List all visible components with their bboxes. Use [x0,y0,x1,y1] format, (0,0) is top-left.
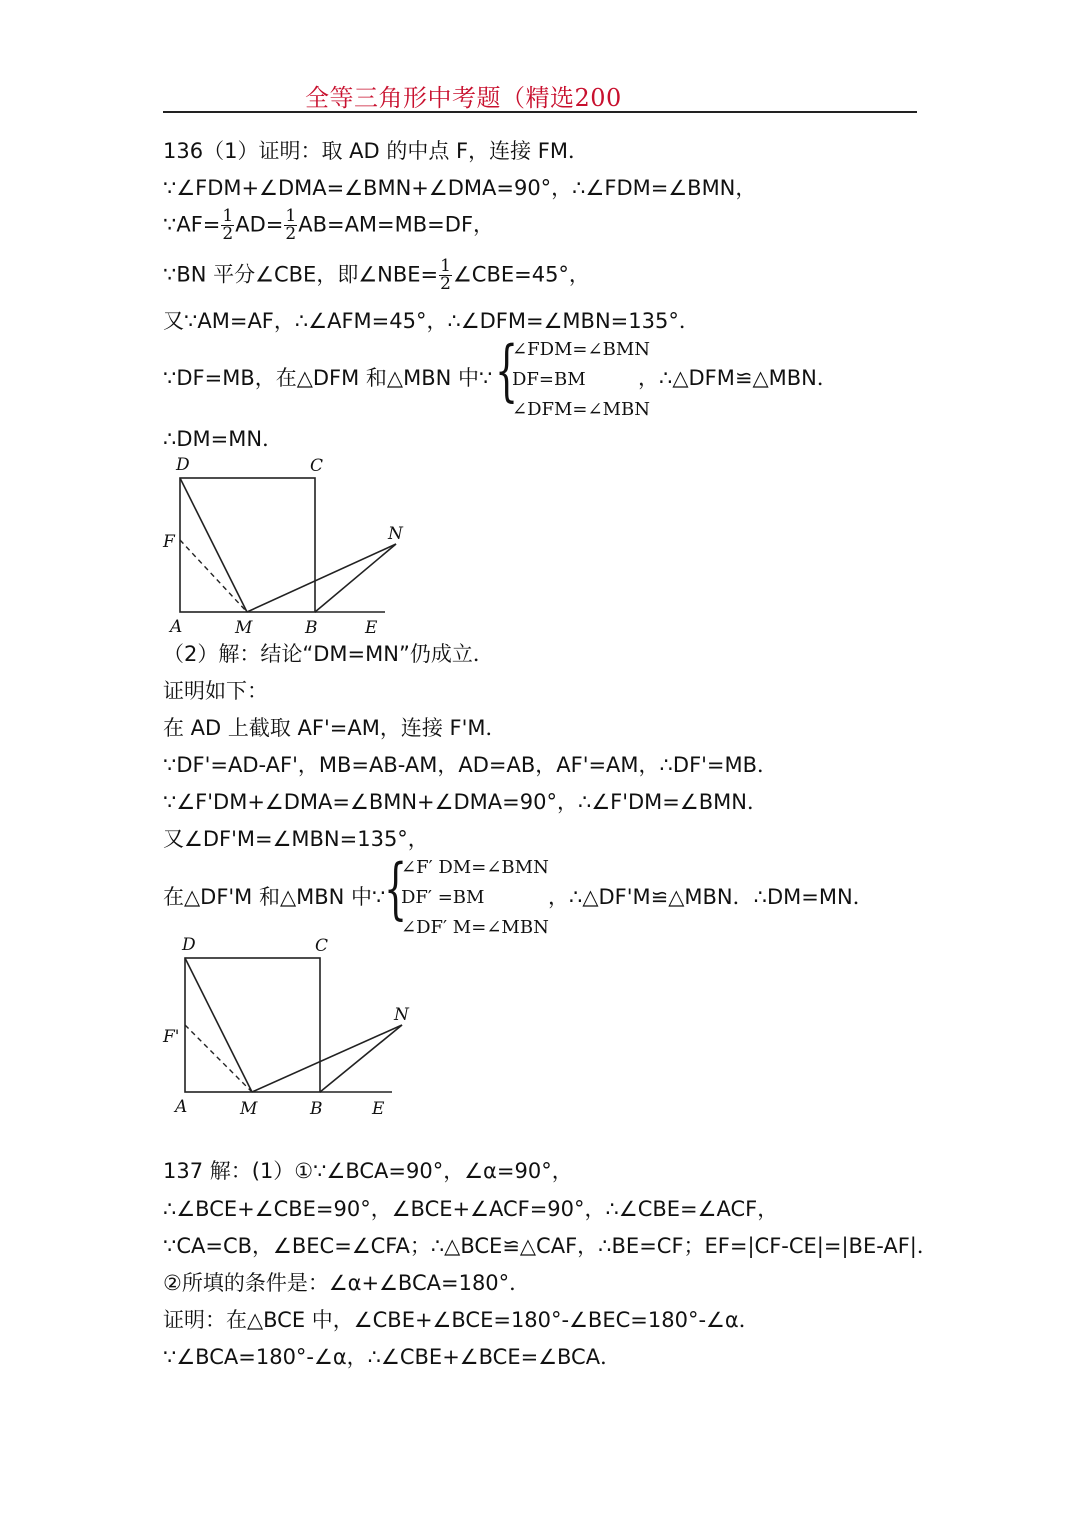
left-brace: { [495,332,519,409]
figure-2 [160,930,410,1120]
label-e: E [372,1099,385,1119]
p136-line-3c: AB=AM=MB=DF， [298,212,495,237]
left-brace: { [384,850,408,927]
label-m: M [235,618,253,638]
label-d: D [176,455,190,475]
title-divider [163,111,917,113]
system-1-row: ∠DFM=∠MBN [512,399,651,420]
p136-line-1: 136（1）证明：取 AD 的中点 F，连接 FM． [163,139,589,163]
label-c: C [310,456,324,476]
label-f: F [163,532,175,552]
p137-line-3: ∵CA=CB，∠BEC=∠CFA；∴△BCE≌△CAF，∴BE=CF；EF=|CF-CE|=|BE-AF|． [163,1234,938,1258]
fraction-half [439,258,452,293]
square-abcd [185,958,320,1092]
equation-system-1 [512,335,650,425]
square-abcd [180,478,315,612]
p137-line-6: ∵∠BCA=180°-∠α，∴∠CBE+∠BCE=∠BCA． [163,1345,622,1369]
equation-system-2 [401,853,549,943]
fraction-half [284,208,297,243]
fraction-numerator: 1 [440,256,451,276]
label-e: E [365,618,378,638]
p136-line-3a: ∵AF= [163,212,221,237]
label-a: A [175,1097,188,1117]
page-title: 全等三角形中考题（精选200 [305,84,622,112]
label-n: N [388,524,403,544]
segment-mn [252,1025,402,1092]
p136-part2-line-4: ∵DF'=AD-AF'，MB=AB-AM，AD=AB，AF'=AM，∴DF'=MB． [163,753,779,777]
system-2-row: ∠DF′ M=∠MBN [401,917,549,938]
system-1-row: DF=BM [512,369,586,390]
p136-line-4a: ∵BN 平分∠CBE，即∠NBE= [163,262,439,287]
p136-line-5: 又∵AM=AF，∴∠AFM=45°，∴∠DFM=∠MBN=135°． [163,309,700,333]
p136-part2-line-1: （2）解：结论“DM=MN”仍成立． [163,642,494,666]
p137-line-1: 137 解：(1）①∵∠BCA=90°，∠α=90°， [163,1159,573,1183]
p136-line-4 [163,258,590,293]
p136-part2-line-6: 又∠DF'M=∠MBN=135°， [163,827,429,851]
label-m: M [240,1099,258,1119]
fraction-denominator: 2 [222,224,234,244]
p136-part2-line-7b: ，∴△DF'M≌△MBN．∴DM=MN． [548,885,874,909]
fraction-half [221,208,234,243]
system-1-row: ∠FDM=∠BMN [512,339,651,360]
segment-bn [315,544,396,612]
p136-part2-line-2: 证明如下： [163,679,268,703]
label-f-prime: F' [163,1027,180,1047]
segment-mn [247,544,396,612]
p136-part2-line-5: ∵∠F'DM+∠DMA=∠BMN+∠DMA=90°，∴∠F'DM=∠BMN． [163,790,768,814]
segment-fm [180,540,247,612]
label-b: B [310,1099,323,1119]
p137-line-2: ∴∠BCE+∠CBE=90°，∠BCE+∠ACF=90°，∴∠CBE=∠ACF， [163,1197,779,1221]
label-c: C [315,936,329,956]
p136-line-7: ∴DM=MN． [163,427,284,451]
segment-fm [185,1025,252,1092]
label-d: D [182,935,196,955]
p137-line-5: 证明：在△BCE 中，∠CBE+∠BCE=180°-∠BEC=180°-∠α． [163,1308,760,1332]
p136-part2-line-7a: 在△DF'M 和△MBN 中∵ [163,885,386,909]
segment-dm [180,478,247,612]
label-n: N [394,1005,409,1025]
segment-dm [185,958,252,1092]
segment-bn [320,1025,402,1092]
fraction-numerator: 1 [285,206,297,226]
p137-line-4: ②所填的条件是：∠α+∠BCA=180°． [163,1271,531,1295]
p136-line-6a: ∵DF=MB，在△DFM 和△MBN 中∵ [163,366,493,390]
p136-line-6b: ，∴△DFM≌△MBN． [638,366,838,390]
p136-line-3b: AD= [235,212,284,237]
fraction-denominator: 2 [285,224,297,244]
p136-part2-line-3: 在 AD 上截取 AF'=AM，连接 F'M． [163,716,507,740]
p136-line-4b: ∠CBE=45°， [452,262,590,287]
figure-1 [160,450,410,640]
fraction-denominator: 2 [440,274,451,294]
label-b: B [305,618,318,638]
p136-line-3 [163,208,494,243]
system-2-row: ∠F′ DM=∠BMN [401,857,549,878]
system-2-row: DF′ =BM [401,887,485,908]
fraction-numerator: 1 [222,206,234,226]
label-a: A [170,617,183,637]
p136-line-2: ∵∠FDM+∠DMA=∠BMN+∠DMA=90°，∴∠FDM=∠BMN， [163,176,757,200]
